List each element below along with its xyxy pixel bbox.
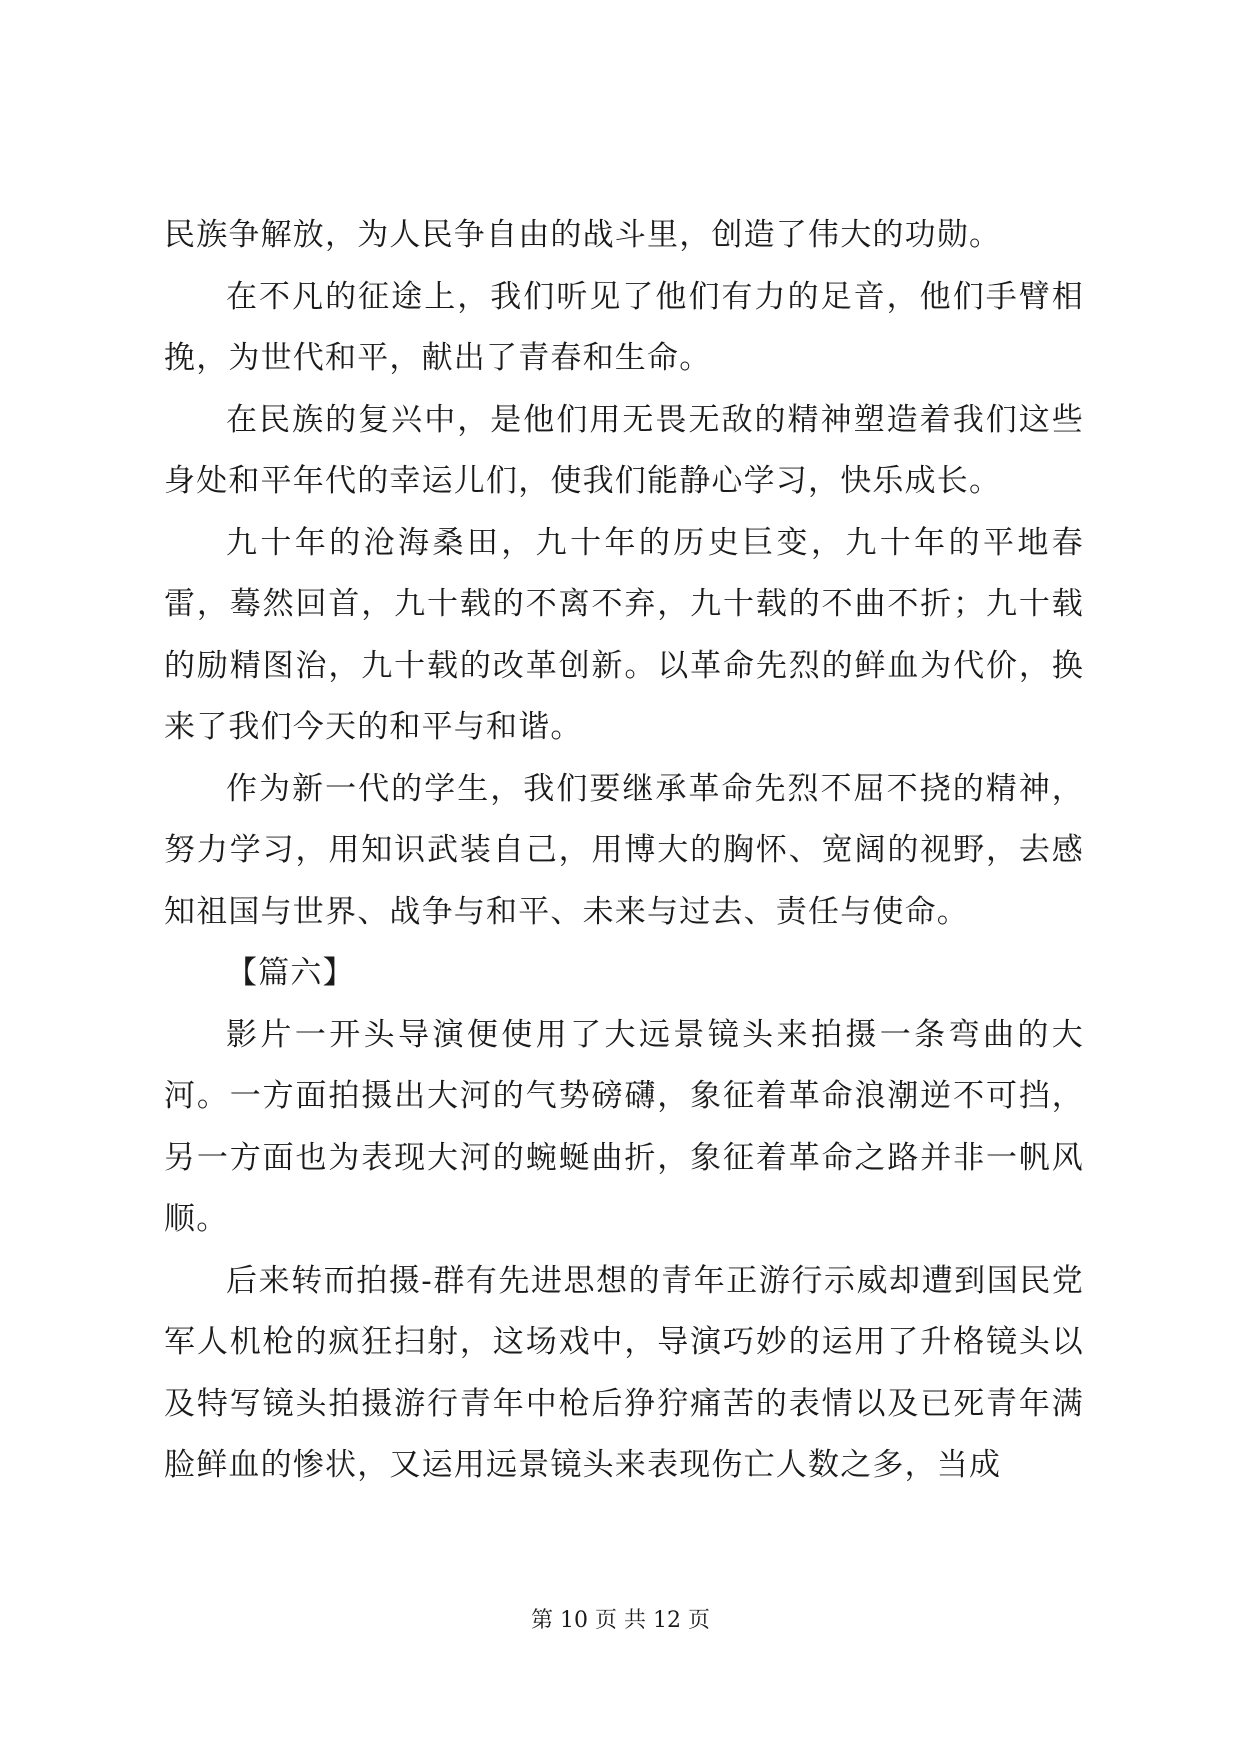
paragraph-5: 作为新一代的学生，我们要继承革命先烈不屈不挠的精神，努力学习，用知识武装自己，用博大的胸怀、宽阔的视野，去感知祖国与世界、战争与和平、未来与过去、责任与使命。 <box>164 770 1084 930</box>
paragraph-3: 在民族的复兴中，是他们用无畏无敌的精神塑造着我们这些身处和平年代的幸运儿们，使我们能静心学习，快乐成长。 <box>164 401 1084 499</box>
paragraph-8: 后来转而拍摄-群有先进思想的青年正游行示威却遭到国民党军人机枪的疯狂扫射，这场戏中，导演巧妙的运用了升格镜头以及特写镜头拍摄游行青年中枪后狰狞痛苦的表情以及已死青年满脸鲜血的惨状，又运用远景镜头来表现伤亡人数之多，当成 <box>164 1262 1084 1483</box>
paragraph-2: 在不凡的征途上，我们听见了他们有力的足音，他们手臂相挽，为世代和平，献出了青春和生命。 <box>164 278 1084 376</box>
section-heading: 【篇六】 <box>226 955 355 991</box>
paragraph-4: 九十年的沧海桑田，九十年的历史巨变，九十年的平地春雷，蓦然回首，九十载的不离不弃，九十载的不曲不折；九十载的励精图治，九十载的改革创新。以革命先烈的鲜血为代价，换来了我们今天的和平与和谐。 <box>164 524 1084 745</box>
paragraph-1: 民族争解放，为人民争自由的战斗里，创造了伟大的功勋。 <box>164 217 1002 253</box>
page-footer <box>0 1606 1241 1636</box>
page-number-label: 第 10 页 共 12 页 <box>531 1608 710 1633</box>
paragraph-7: 影片一开头导演便使用了大远景镜头来拍摄一条弯曲的大河。一方面拍摄出大河的气势磅礴，象征着革命浪潮逆不可挡，另一方面也为表现大河的蜿蜒曲折，象征着革命之路并非一帆风顺。 <box>164 1016 1084 1237</box>
document-body <box>164 205 1084 1497</box>
